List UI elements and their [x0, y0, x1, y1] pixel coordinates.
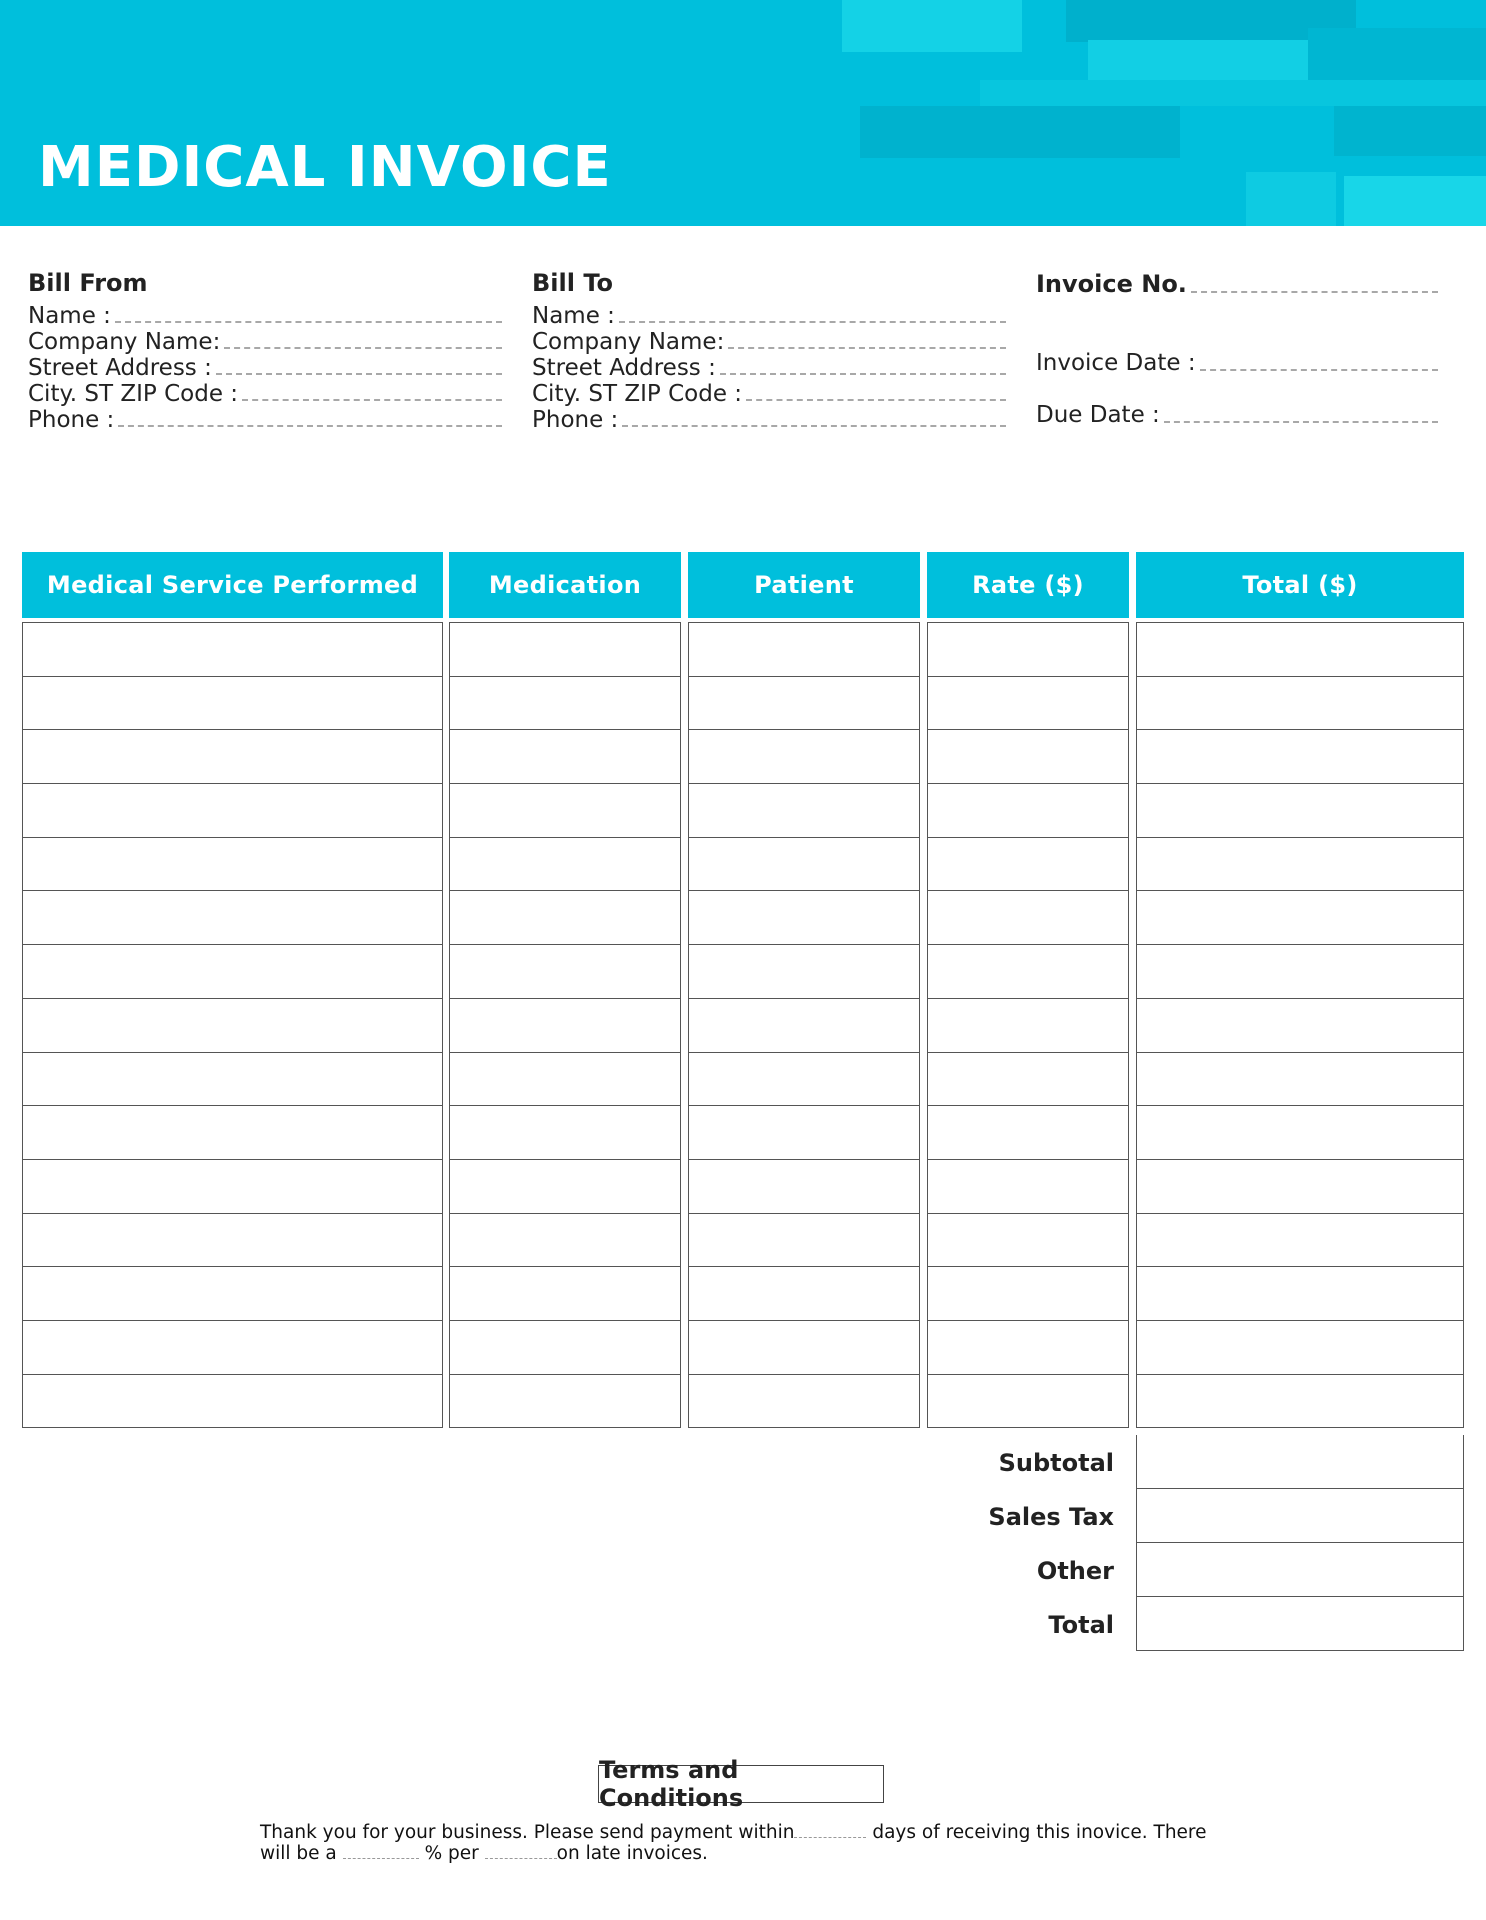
invoice-info-section	[1036, 268, 1438, 298]
bill-from-phone-field[interactable]: Phone :	[28, 406, 502, 432]
column-medication	[449, 552, 681, 1428]
table-cell[interactable]	[928, 838, 1128, 892]
table-cell[interactable]	[450, 623, 680, 677]
table-cell[interactable]	[23, 1375, 442, 1429]
table-cell[interactable]	[1137, 1214, 1463, 1268]
bill-to-name-field[interactable]: Name :	[532, 302, 1006, 328]
table-cell[interactable]	[928, 623, 1128, 677]
terms-text	[260, 1822, 1240, 1864]
table-cell[interactable]	[23, 730, 442, 784]
sales-tax-row	[988, 1489, 1464, 1543]
table-cell[interactable]	[1137, 838, 1463, 892]
payment-days-blank[interactable]	[794, 1823, 866, 1838]
table-cell[interactable]	[1137, 1321, 1463, 1375]
table-cell[interactable]	[450, 1267, 680, 1321]
table-cell[interactable]	[450, 838, 680, 892]
table-cell[interactable]	[23, 1106, 442, 1160]
subtotal-row	[998, 1435, 1464, 1489]
table-cell[interactable]	[928, 999, 1128, 1053]
header-banner	[0, 0, 1486, 226]
table-cell[interactable]	[689, 945, 919, 999]
subtotal-label: Subtotal	[998, 1449, 1114, 1477]
table-cell[interactable]	[23, 945, 442, 999]
table-cell[interactable]	[689, 1160, 919, 1214]
table-cell[interactable]	[23, 1321, 442, 1375]
table-cell[interactable]	[450, 1214, 680, 1268]
late-fee-period-blank[interactable]	[485, 1844, 557, 1859]
table-cell[interactable]	[689, 1375, 919, 1429]
table-cell[interactable]	[928, 677, 1128, 731]
table-cell[interactable]	[928, 1267, 1128, 1321]
total-row	[1048, 1597, 1464, 1651]
table-cell[interactable]	[689, 677, 919, 731]
bill-from-heading: Bill From	[28, 269, 148, 297]
column-header-total: Total ($)	[1136, 552, 1464, 618]
bill-from-company-field[interactable]: Company Name:	[28, 328, 502, 354]
total-field[interactable]	[1136, 1597, 1464, 1651]
bill-to-heading: Bill To	[532, 269, 613, 297]
table-cell[interactable]	[450, 999, 680, 1053]
table-cell[interactable]	[928, 1375, 1128, 1429]
table-cell[interactable]	[689, 1106, 919, 1160]
column-cells	[22, 622, 443, 1428]
column-cells	[1136, 622, 1464, 1428]
subtotal-field[interactable]	[1136, 1435, 1464, 1489]
other-row	[1036, 1543, 1464, 1597]
invoice-number-field[interactable]: Invoice No.	[1036, 268, 1438, 298]
other-field[interactable]	[1136, 1543, 1464, 1597]
table-cell[interactable]	[689, 999, 919, 1053]
table-cell[interactable]	[23, 677, 442, 731]
table-cell[interactable]	[928, 1321, 1128, 1375]
invoice-date-field[interactable]: Invoice Date :	[1036, 346, 1438, 376]
table-cell[interactable]	[23, 1214, 442, 1268]
column-cells	[927, 622, 1129, 1428]
table-cell[interactable]	[450, 677, 680, 731]
column-header-medication: Medication	[449, 552, 681, 618]
column-cells	[688, 622, 920, 1428]
bill-to-section	[532, 270, 1006, 432]
banner-decoration	[1308, 28, 1486, 80]
table-cell[interactable]	[689, 1321, 919, 1375]
table-cell[interactable]	[23, 784, 442, 838]
column-header-rate: Rate ($)	[927, 552, 1129, 618]
table-cell[interactable]	[1137, 730, 1463, 784]
banner-decoration	[1344, 176, 1486, 226]
table-cell[interactable]	[928, 945, 1128, 999]
terms-title: Terms and Conditions	[598, 1765, 884, 1803]
banner-decoration	[1246, 172, 1336, 226]
table-cell[interactable]	[928, 1214, 1128, 1268]
table-cell[interactable]	[689, 1267, 919, 1321]
table-cell[interactable]	[1137, 1053, 1463, 1107]
column-rate	[927, 552, 1129, 1428]
table-cell[interactable]	[928, 1160, 1128, 1214]
table-cell[interactable]	[23, 1160, 442, 1214]
table-cell[interactable]	[1137, 1267, 1463, 1321]
column-header-patient: Patient	[688, 552, 920, 618]
table-cell[interactable]	[450, 1053, 680, 1107]
table-cell[interactable]	[450, 891, 680, 945]
table-cell[interactable]	[928, 730, 1128, 784]
bill-from-section	[28, 270, 502, 432]
bill-from-city-field[interactable]: City. ST ZIP Code :	[28, 380, 502, 406]
table-cell[interactable]	[689, 730, 919, 784]
table-cell[interactable]	[23, 1267, 442, 1321]
table-cell[interactable]	[1137, 891, 1463, 945]
terms-line-1: Thank you for your business. Please send payment within days of receiving this inovice. There	[260, 1822, 1207, 1843]
totals-section	[988, 1435, 1464, 1651]
table-cell[interactable]	[1137, 784, 1463, 838]
column-patient	[688, 552, 920, 1428]
column-service	[22, 552, 443, 1428]
table-cell[interactable]	[689, 1214, 919, 1268]
table-cell[interactable]	[450, 945, 680, 999]
column-total	[1136, 552, 1464, 1428]
sales-tax-field[interactable]	[1136, 1489, 1464, 1543]
table-cell[interactable]	[450, 730, 680, 784]
bill-to-phone-field[interactable]: Phone :	[532, 406, 1006, 432]
bill-to-company-field[interactable]: Company Name:	[532, 328, 1006, 354]
table-cell[interactable]	[1137, 677, 1463, 731]
bill-to-street-field[interactable]: Street Address :	[532, 354, 1006, 380]
table-cell[interactable]	[1137, 999, 1463, 1053]
table-cell[interactable]	[23, 838, 442, 892]
banner-decoration	[980, 80, 1486, 106]
table-cell[interactable]	[928, 1053, 1128, 1107]
other-label: Other	[1036, 1557, 1114, 1585]
table-cell[interactable]	[23, 623, 442, 677]
table-cell[interactable]	[23, 891, 442, 945]
column-cells	[449, 622, 681, 1428]
table-cell[interactable]	[1137, 1106, 1463, 1160]
table-cell[interactable]	[689, 1053, 919, 1107]
due-date-field[interactable]: Due Date :	[1036, 398, 1438, 428]
banner-decoration	[860, 106, 1180, 158]
total-label: Total	[1048, 1611, 1114, 1639]
table-cell[interactable]	[689, 838, 919, 892]
table-cell[interactable]	[928, 1106, 1128, 1160]
page-title: MEDICAL INVOICE	[38, 135, 612, 200]
bill-to-city-field[interactable]: City. ST ZIP Code :	[532, 380, 1006, 406]
table-cell[interactable]	[1137, 945, 1463, 999]
late-fee-percent-blank[interactable]	[343, 1844, 419, 1859]
table-cell[interactable]	[450, 1160, 680, 1214]
table-cell[interactable]	[23, 1053, 442, 1107]
banner-decoration	[842, 0, 1022, 52]
table-cell[interactable]	[450, 1106, 680, 1160]
table-cell[interactable]	[928, 784, 1128, 838]
table-cell[interactable]	[450, 1375, 680, 1429]
table-cell[interactable]	[450, 784, 680, 838]
banner-decoration	[1334, 106, 1486, 156]
table-cell[interactable]	[1137, 1160, 1463, 1214]
table-cell[interactable]	[1137, 623, 1463, 677]
bill-from-street-field[interactable]: Street Address :	[28, 354, 502, 380]
table-cell[interactable]	[689, 623, 919, 677]
bill-from-name-field[interactable]: Name :	[28, 302, 502, 328]
column-header-service: Medical Service Performed	[22, 552, 443, 618]
table-cell[interactable]	[928, 891, 1128, 945]
table-cell[interactable]	[1137, 1375, 1463, 1429]
table-cell[interactable]	[450, 1321, 680, 1375]
table-cell[interactable]	[23, 999, 442, 1053]
terms-line-2: will be a % per on late invoices.	[260, 1843, 708, 1864]
table-cell[interactable]	[689, 784, 919, 838]
table-cell[interactable]	[689, 891, 919, 945]
sales-tax-label: Sales Tax	[988, 1503, 1114, 1531]
